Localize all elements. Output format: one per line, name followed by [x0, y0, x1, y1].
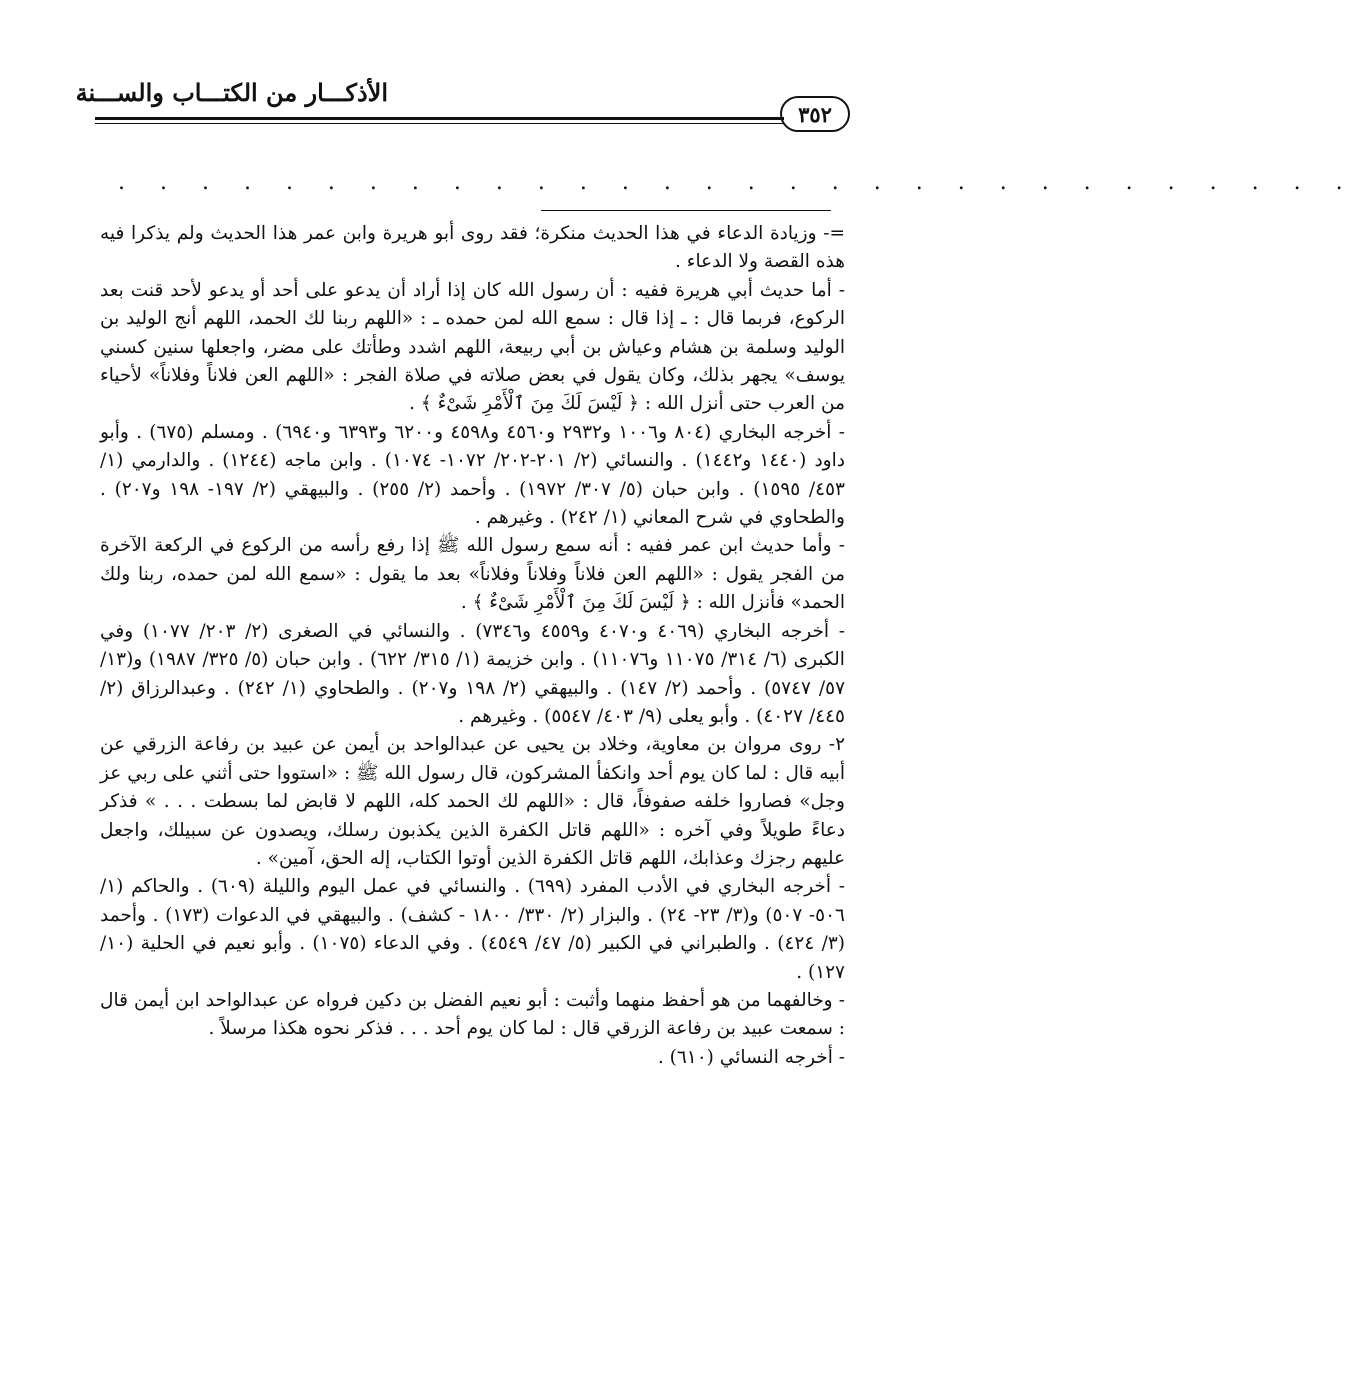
paragraph: - أما حديث أبي هريرة ففيه : أن رسول الله كان إذا أراد أن يدعو على أحد أو يدعو لأحد قنت بعد الركوع، فربما قال : ـ إذا قال : سمع الله لمن حمده ـ : «اللهم ربنا لك الحمد، اللهم أنج الوليد بن الوليد وسلمة بن هشام وعياش بن أبي ربيعة، اللهم اشدد وطأتك على مضر، واجعلها سنين كسني يوسف» يجهر بذلك، وكان يقول في بعض صلاته في صلاة الفجر : «اللهم العن فلاناً وفلاناً» لأحياء من العرب حتى أنزل الله : ﴿ لَيْسَ لَكَ مِنَ ٱلْأَمْرِ شَىْءٌ ﴾ . — [100, 279, 845, 415]
paragraph: - وخالفهما من هو أحفظ منهما وأثبت : أبو نعيم الفضل بن دكين فرواه عن عبدالواحد ابن أيمن قال : سمعت عبيد بن رفاعة الزرقي قال : لما كان يوم أحد . . . فذكر نحوه هكذا مرسلاً . — [100, 989, 845, 1040]
page-number: ٣٥٢ — [780, 96, 850, 132]
paragraph: - أخرجه البخاري في الأدب المفرد (٦٩٩) . والنسائي في عمل اليوم والليلة (٦٠٩) . والحاكم (١/ ٥٠٦- ٥٠٧) و(٣/ ٢٣- ٢٤) . والبزار (٢/ ٣٣٠/ ١٨٠٠ - كشف) . والبيهقي في الدعوات (١٧٣) . وأحمد (٣/ ٤٢٤) . والطبراني في الكبير (٥/ ٤٧/ ٤٥٤٩) . وفي الدعاء (١٠٧٥) . وأبو نعيم في الحلية (١٠/ ١٢٧) . — [100, 876, 845, 983]
header-rule-thin — [95, 123, 784, 124]
dotted-separator: . . . . . . . . . . . . . . . . . . . . . . . . . . . . . . — [118, 170, 1357, 195]
paragraph: ٢- روى مروان بن معاوية، وخلاد بن يحيى عن عبدالواحد بن أيمن عن عبيد بن رفاعة الزرقي عن أبيه قال : لما كان يوم أحد وانكفأ المشركون، قال رسول الله ﷺ : «استووا حتى أثني على ربي عز وجل» فصاروا خلفه صفوفاً، قال : «اللهم لك الحمد كله، اللهم لا قابض لما بسطت . . . » فذكر دعاءً طويلاً وفي آخره : «اللهم قاتل الكفرة الذين يكذبون رسلك، ويصدون عن سبيلك، واجعل عليهم رجزك وعذابك، اللهم قاتل الكفرة الذين أوتوا الكتاب، إله الحق، آمين» . — [100, 734, 845, 869]
paragraph: - أخرجه البخاري (٨٠٤ و١٠٠٦ و٢٩٣٢ و٤٥٦٠ و٤٥٩٨ و٦٢٠٠ و٦٣٩٣ و٦٩٤٠) . ومسلم (٦٧٥) . وأبو داود (١٤٤٠ و١٤٤٢) . والنسائي (٢/ ٢٠١-٢٠٢/ ١٠٧٢- ١٠٧٤) . وابن ماجه (١٢٤٤) . والدارمي (١/ ٤٥٣/ ١٥٩٥) . وابن حبان (٥/ ٣٠٧/ ١٩٧٢) . وأحمد (٢/ ٢٥٥) . والبيهقي (٢/ ١٩٧- ١٩٨ و٢٠٧) . والطحاوي في شرح المعاني (١/ ٢٤٢) . وغيرهم . — [100, 421, 845, 529]
book-title: الأذكـــار من الكتـــاب والســـنة — [75, 78, 388, 107]
footnote-rule — [541, 210, 831, 211]
page-header — [75, 70, 850, 130]
paragraph: - أخرجه البخاري (٤٠٦٩ و٤٠٧٠ و٤٥٥٩ و٧٣٤٦) . والنسائي في الصغرى (٢/ ٢٠٣/ ١٠٧٧) وفي الكبرى (٦/ ٣١٤/ ١١٠٧٥ و١١٠٧٦) . وابن خزيمة (١/ ٣١٥/ ٦٢٢) . وابن حبان (٥/ ٣٢٥/ ١٩٨٧) و(١٣/ ٥٧/ ٥٧٤٧) . وأحمد (٢/ ١٤٧) . والبيهقي (٢/ ١٩٨ و٢٠٧) . والطحاوي (١/ ٢٤٢) . وعبدالرزاق (٢/ ٤٤٥/ ٤٠٢٧) . وأبو يعلى (٩/ ٤٠٣/ ٥٥٤٧) . وغيرهم . — [100, 620, 846, 727]
paragraph: - وأما حديث ابن عمر ففيه : أنه سمع رسول الله ﷺ إذا رفع رأسه من الركوع في الركعة الآخرة من الفجر يقول : «اللهم العن فلاناً وفلاناً وفلاناً» بعد ما يقول : «سمع الله لمن حمده، ربنا ولك الحمد» فأنزل الله : ﴿ لَيْسَ لَكَ مِنَ ٱلْأَمْرِ شَىْءٌ ﴾ . — [100, 535, 845, 614]
paragraph: =- وزيادة الدعاء في هذا الحديث منكرة؛ فقد روى أبو هريرة وابن عمر هذا الحديث ولم يذكرا فيه هذه القصة ولا الدعاء . — [100, 223, 845, 273]
header-rule — [95, 117, 784, 120]
paragraph: - أخرجه النسائي (٦١٠) . — [657, 1046, 845, 1068]
footnote-body — [100, 220, 845, 1072]
